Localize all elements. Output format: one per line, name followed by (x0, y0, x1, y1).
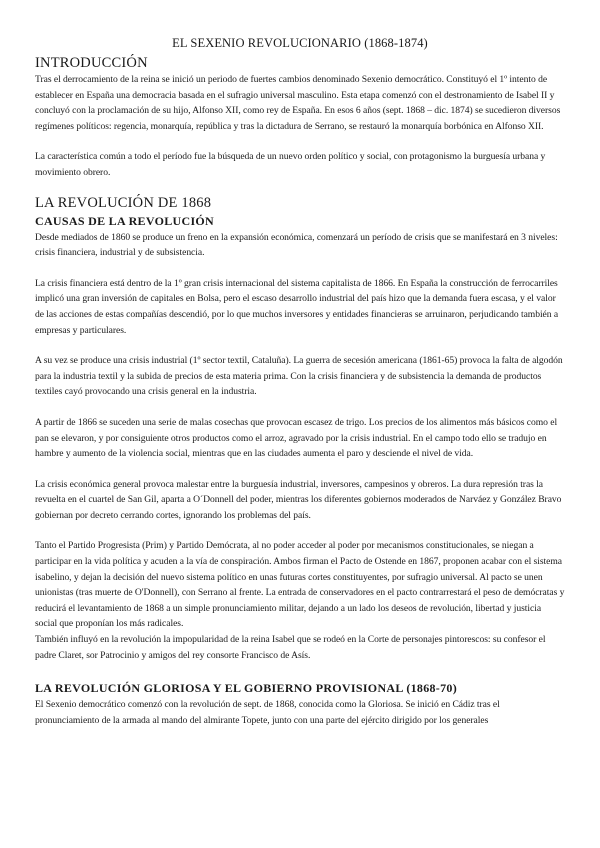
document-page (35, 36, 565, 728)
causas-paragraph-5: La crisis económica general provoca malestar entre la burguesía industrial, inversores, campesinos y obreros. La dura represión tras la revuelta en el cuartel de San Gil, aparta a O´Donnell del poder, mientras los diferentes gobiernos moderados de Narváez y González Bravo gobiernan por decreto cerrando cortes, ignorando los problemas del país. (35, 478, 562, 521)
causas-paragraph-4: A partir de 1866 se suceden una serie de malas cosechas que provocan escasez de trigo. Los precios de los alimentos más básicos como el pan se elevaron, y por consiguiente otros productos como el arroz, agravado por la crisis industrial. En el campo todo ello se tradujo en hambre y aumento de la violencia social, mientras que en las ciudades aumenta el paro y desciende el nivel de vida. (35, 416, 558, 460)
causas-paragraph-2: La crisis financiera está dentro de la 1º gran crisis internacional del sistema capitalista de 1866. En España la construcción de ferrocarriles implicó una gran inversión de capitales en Bolsa, pero el escaso desarrollo industrial del país hizo que la demanda fuera escasa, y el valor de las acciones de estas compañías descendió, por lo que muchos inversores y entidades financieras se arruinaron, perjudicando también a empresas y particulares. (35, 277, 559, 336)
causas-paragraph-7: También influyó en la revolución la impopularidad de la reina Isabel que se rodeó en la Corte de personajes pintorescos: su confesor el padre Claret, sor Patrocinio y amigos del rey consorte Francisco de Asís. (35, 634, 546, 661)
subheading-gloriosa: LA REVOLUCIÓN GLORIOSA Y EL GOBIERNO PROVISIONAL (1868-70) (35, 681, 458, 696)
causas-paragraph-3: A su vez se produce una crisis industrial (1º sector textil, Cataluña). La guerra de secesión americana (1861-65) provoca la falta de algodón para la industria textil y la subida de precios de esta materia prima. Con la crisis financiera y de subsistencia la demanda de productos textiles cayó provocando una crisis general en la industria. (35, 355, 563, 398)
intro-paragraph-1: Tras el derrocamiento de la reina se inició un periodo de fuertes cambios denominado Sexenio democrático. Constituyó el 1º intento de establecer en España una democracia basada en el sufragio universal masculino. Esta etapa comenzó con el destronamiento de Isabel II y concluyó con la proclamación de su hijo, Alfonso XII, como rey de España. En esos 6 años (sept. 1868 – dic. 1874) se sucedieron diversos regímenes políticos: regencia, monarquía, república y tras la dictadura de Serrano, se restauró la monarquía borbónica en Alfonso XII. (35, 74, 561, 132)
section-heading-introduccion: INTRODUCCIÓN (35, 55, 148, 71)
section-heading-revolucion-1868: LA REVOLUCIÓN DE 1868 (35, 194, 212, 211)
subheading-causas: CAUSAS DE LA REVOLUCIÓN (35, 213, 215, 228)
document-title: EL SEXENIO REVOLUCIONARIO (1868-1874) (172, 36, 428, 50)
causas-paragraph-1: Desde mediados de 1860 se produce un freno en la expansión económica, comenzará un período de crisis que se manifestará en 3 niveles: crisis financiera, industrial y de subsistencia. (35, 231, 558, 259)
intro-paragraph-2: La característica común a todo el período fue la búsqueda de un nuevo orden político y social, con protagonismo la burguesía urbana y movimiento obrero. (35, 151, 546, 178)
gloriosa-paragraph-1: El Sexenio democrático comenzó con la revolución de sept. de 1868, conocida como la Gloriosa. Se inició en Cádiz tras el pronunciamiento de la armada al mando del almirante Topete, junto con una parte del ejército dirigido por los generales (35, 699, 500, 726)
causas-paragraph-6: Tanto el Partido Progresista (Prim) y Partido Demócrata, al no poder acceder al poder por mecanismos constitucionales, se niegan a participar en la vida política y acuden a la vía de conspiración. Ambos firman el Pacto de Ostende en 1867, proponen acabar con el sistema isabelino, y dejan la decisión del nuevo sistema político en unas futuras cortes constituyentes, por sufragio universal. Al pacto se unen unionistas (tras muerte de O'Donnell), con Serrano al frente. La entrada de conservadores en el pacto contrarrestará el peso de demócratas y reducirá el levantamiento de 1868 a un simple pronunciamiento militar, dejando a un lado los deseos de revolución, libertad y justicia social que proponían los más radicales. (35, 540, 565, 630)
